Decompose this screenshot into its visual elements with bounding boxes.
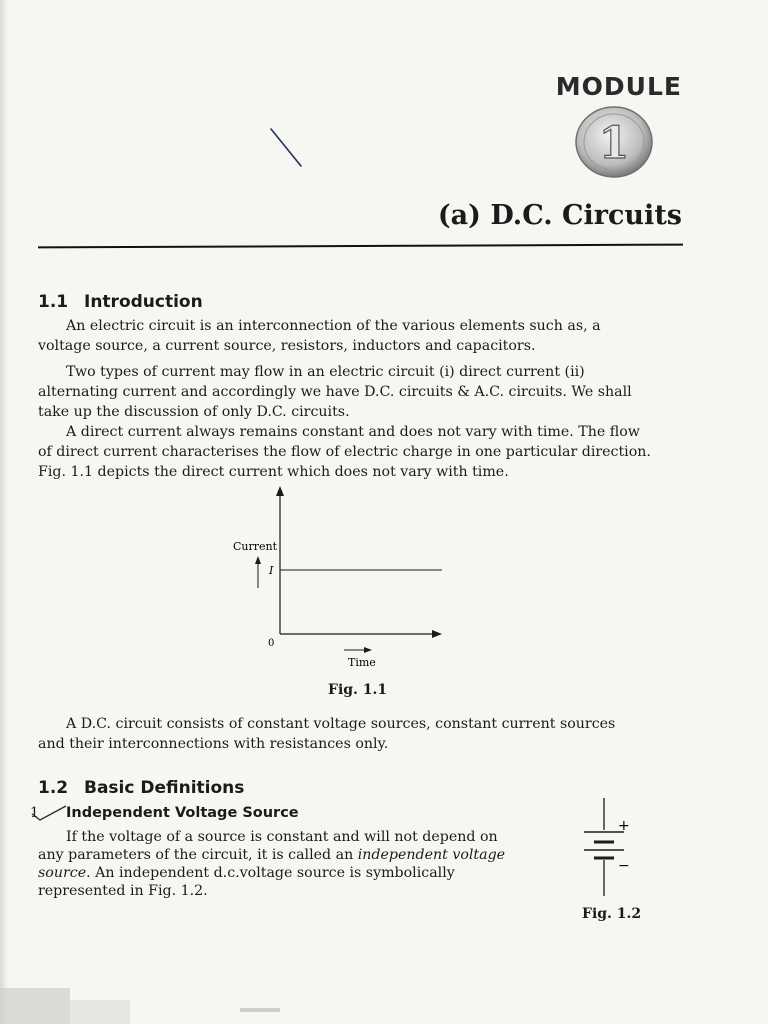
section-number: 1.2 — [38, 778, 69, 798]
text-line: and their interconnections with resistances only. — [38, 736, 389, 752]
text-line: If the voltage of a source is constant and will not depend on — [66, 829, 498, 845]
current-level-label: I — [269, 564, 274, 577]
origin-label: 0 — [268, 638, 275, 649]
section-number: 1.1 — [38, 292, 69, 312]
intro-paragraph-1 — [38, 316, 684, 356]
text-line: alternating current and accordingly we have D.C. circuits & A.C. circuits. We shall — [38, 384, 632, 400]
intro-paragraph-2 — [38, 362, 684, 422]
module-number: 1 — [598, 118, 630, 169]
dc-circuit-paragraph — [38, 714, 684, 754]
italic-term: source — [38, 865, 87, 881]
title-divider — [38, 244, 683, 249]
pen-mark — [268, 126, 304, 170]
y-axis-label: Current — [233, 540, 278, 553]
text-segment: any parameters of the circuit, it is called an — [38, 847, 358, 863]
figure-1-1-dc-current-graph — [228, 482, 452, 674]
text-line: of direct current characterises the flow of electric charge in one particular direction. — [38, 444, 651, 460]
y-axis-arrow — [276, 486, 284, 496]
section-heading-introduction — [38, 292, 203, 312]
section-title: Introduction — [84, 292, 203, 312]
module-label: MODULE — [555, 72, 682, 101]
independent-voltage-source-paragraph — [38, 828, 544, 900]
text-line: Two types of current may flow in an electric circuit (i) direct current (ii) — [66, 364, 585, 380]
positive-terminal-label: + — [618, 818, 630, 834]
text-line: represented in Fig. 1.2. — [38, 883, 208, 899]
text-line: take up the discussion of only D.C. circuits. — [38, 404, 350, 420]
section-title: Basic Definitions — [84, 778, 245, 798]
text-line: Fig. 1.1 depicts the direct current which does not vary with time. — [38, 464, 509, 480]
negative-terminal-label: − — [618, 858, 630, 874]
page-edge-shadow — [0, 0, 8, 1024]
section-heading-basic-definitions — [38, 778, 244, 798]
figure-1-2-caption: Fig. 1.2 — [582, 906, 642, 922]
text-line: voltage source, a current source, resistors, inductors and capacitors. — [38, 338, 536, 354]
x-axis-label: Time — [348, 656, 376, 669]
text-segment: . An independent d.c.voltage source is symbolically — [86, 865, 455, 881]
text-line — [38, 846, 544, 864]
text-line: An electric circuit is an interconnection of the various elements such as, a — [66, 318, 601, 334]
intro-paragraph-3 — [38, 422, 684, 482]
italic-term: independent voltage — [357, 847, 506, 863]
scan-artifact — [0, 980, 768, 1024]
subsection-number: 1 — [30, 805, 39, 821]
text-line: A D.C. circuit consists of constant voltage sources, constant current sources — [66, 716, 616, 732]
module-number-badge — [572, 104, 656, 180]
text-line: A direct current always remains constant and does not vary with time. The flow — [66, 424, 640, 440]
subsection-title: Independent Voltage Source — [66, 805, 299, 821]
figure-1-1-caption: Fig. 1.1 — [328, 682, 388, 698]
figure-1-2-voltage-source-symbol — [580, 796, 636, 900]
pen-tick-mark — [30, 800, 70, 824]
text-line — [38, 864, 544, 882]
chapter-title: (a) D.C. Circuits — [437, 200, 682, 231]
x-axis-arrow — [432, 630, 442, 638]
